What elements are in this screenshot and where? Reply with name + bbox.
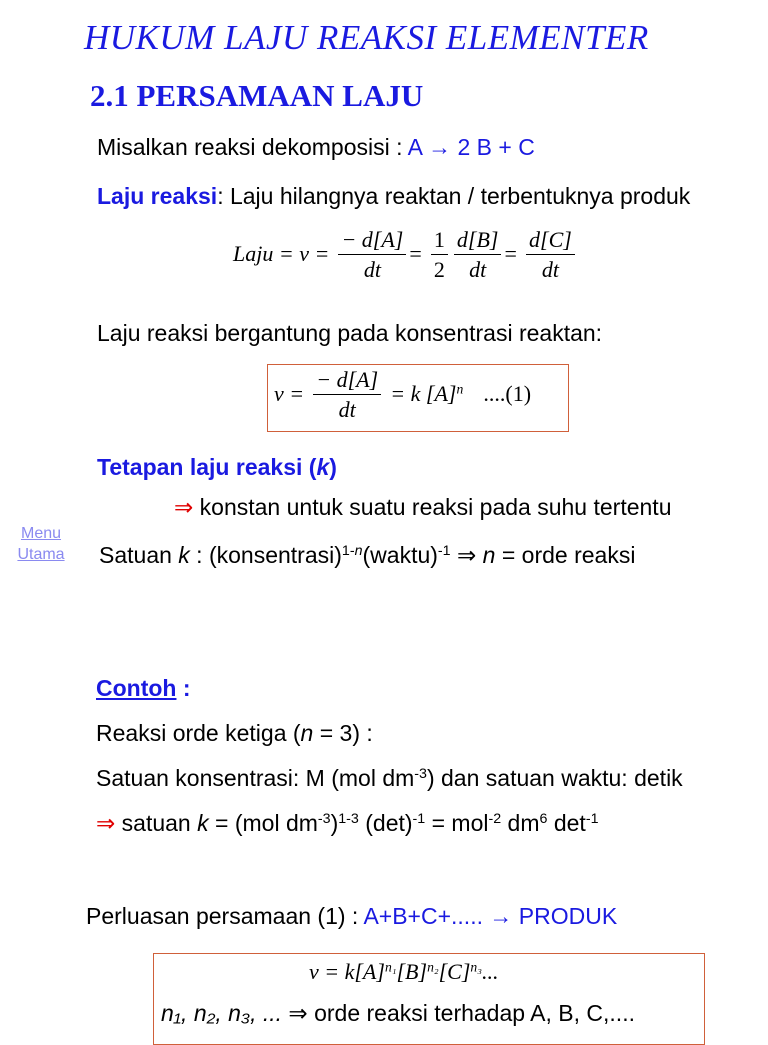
units-of-k-line: [99, 542, 635, 569]
fraction-dC-dt: [526, 228, 575, 282]
order-explanation: [161, 1000, 635, 1027]
fraction-dB-dt: [454, 228, 502, 282]
fraction-denominator: dt: [363, 257, 381, 283]
fraction-denominator: dt: [469, 257, 487, 283]
fraction-one-half: [431, 228, 448, 282]
k-symbol: k: [197, 810, 209, 836]
exponent: 1-n: [341, 543, 363, 560]
dependence-line: Laju reaksi bergantung pada konsentrasi reaktan:: [97, 320, 603, 346]
units-text: (waktu): [362, 542, 438, 568]
fraction-denominator: dt: [338, 397, 356, 423]
general-rate-law-equation: $v = k[A]^{n_1}[B]^{n_2}[C]^{n_3}$...: [309, 959, 499, 984]
constant-description: [174, 494, 672, 521]
fraction-denominator: dt: [541, 257, 559, 283]
section-heading: 2.1 PERSAMAAN LAJU: [90, 78, 424, 113]
decomposition-prefix: Misalkan reaksi dekomposisi :: [97, 134, 408, 160]
rate-law-equation: [274, 368, 531, 422]
rate-term: Laju reaksi: [97, 183, 218, 209]
fraction-dA-dt: [313, 368, 381, 422]
extension-prefix: Perluasan persamaan (1) :: [86, 903, 364, 929]
n-symbol: n: [482, 542, 496, 568]
rate-constant-heading: [97, 454, 337, 481]
menu-link-line2[interactable]: Utama: [17, 546, 65, 563]
general-rate-law-box: [153, 953, 705, 1045]
units-text: = orde reaksi: [495, 542, 636, 568]
exponent: -3: [414, 766, 427, 783]
rate-definition-line: [97, 183, 690, 210]
k-symbol: k: [178, 542, 190, 568]
fraction-numerator: 1: [431, 228, 448, 255]
order-variables: n₁, n₂, n₃, ...: [161, 1000, 283, 1026]
rate-law-exponent: n: [456, 381, 464, 397]
menu-link-line1[interactable]: Menu: [20, 525, 62, 542]
fraction-numerator: − d[A]: [313, 368, 381, 395]
extension-reaction: A+B+C+..... → PRODUK: [363, 903, 618, 929]
concentration-units-line: Satuan konsentrasi: M (mol $dm^{-3}$) dan satuan waktu: detik: [96, 765, 683, 791]
page-title: HUKUM LAJU REAKSI ELEMENTER: [84, 18, 649, 57]
implies-arrow-icon: ⇒: [174, 494, 194, 520]
decomposition-reaction: A → 2 B + C: [407, 134, 535, 160]
example-colon: :: [176, 675, 191, 701]
third-order-line: Reaksi orde ketiga (n = 3) :: [96, 720, 373, 746]
extension-line: [86, 903, 617, 930]
example-label: Contoh: [96, 675, 177, 701]
fraction-dA-dt: [338, 228, 406, 282]
rate-constant-close: ): [329, 454, 337, 480]
fraction-numerator: d[C]: [526, 228, 575, 255]
rate-constant-label: Tetapan laju reaksi (: [97, 454, 317, 480]
rate-equation-lhs: Laju = v =: [233, 241, 330, 266]
fraction-numerator: d[B]: [454, 228, 502, 255]
decomposition-line: [97, 134, 535, 161]
implies-arrow-icon: ⇒: [450, 542, 483, 568]
fraction-denominator: 2: [433, 257, 445, 283]
rate-constant-symbol: k: [316, 454, 330, 480]
n-symbol: n: [300, 720, 314, 746]
order-text: orde reaksi terhadap A, B, C,....: [314, 1000, 635, 1026]
rate-law-lhs: v =: [274, 381, 305, 406]
constant-text: konstan untuk suatu reaksi pada suhu tertentu: [193, 494, 672, 520]
implies-arrow-icon: ⇒: [282, 1000, 315, 1026]
fraction-numerator: − d[A]: [338, 228, 406, 255]
rate-law-box: [267, 364, 569, 432]
equation-label: ....(1): [483, 381, 532, 406]
units-text: : (konsentrasi): [189, 542, 342, 568]
menu-utama-link[interactable]: [12, 523, 70, 565]
k-units-result-line: ⇒ satuan k = (mol $dm^{-3})^{1-3}$ $(\det)^{-1} = mol^{-2}$ $dm^6$ $\det^{-1}$: [96, 810, 599, 836]
rate-definition-text: : Laju hilangnya reaktan / terbentuknya produk: [217, 183, 691, 209]
rate-equation: Laju = v = $\frac{- d[A]}{dt}$ = $\frac{1}{2}$ $\frac{d[B]}{dt}$ = $\frac{d[C]}{dt}$: [233, 228, 578, 282]
units-text: Satuan: [99, 542, 179, 568]
implies-arrow-icon: ⇒: [96, 810, 116, 836]
example-heading: [96, 675, 191, 702]
exponent: -1: [437, 543, 451, 560]
rate-law-rhs: = k [A]: [390, 381, 457, 406]
